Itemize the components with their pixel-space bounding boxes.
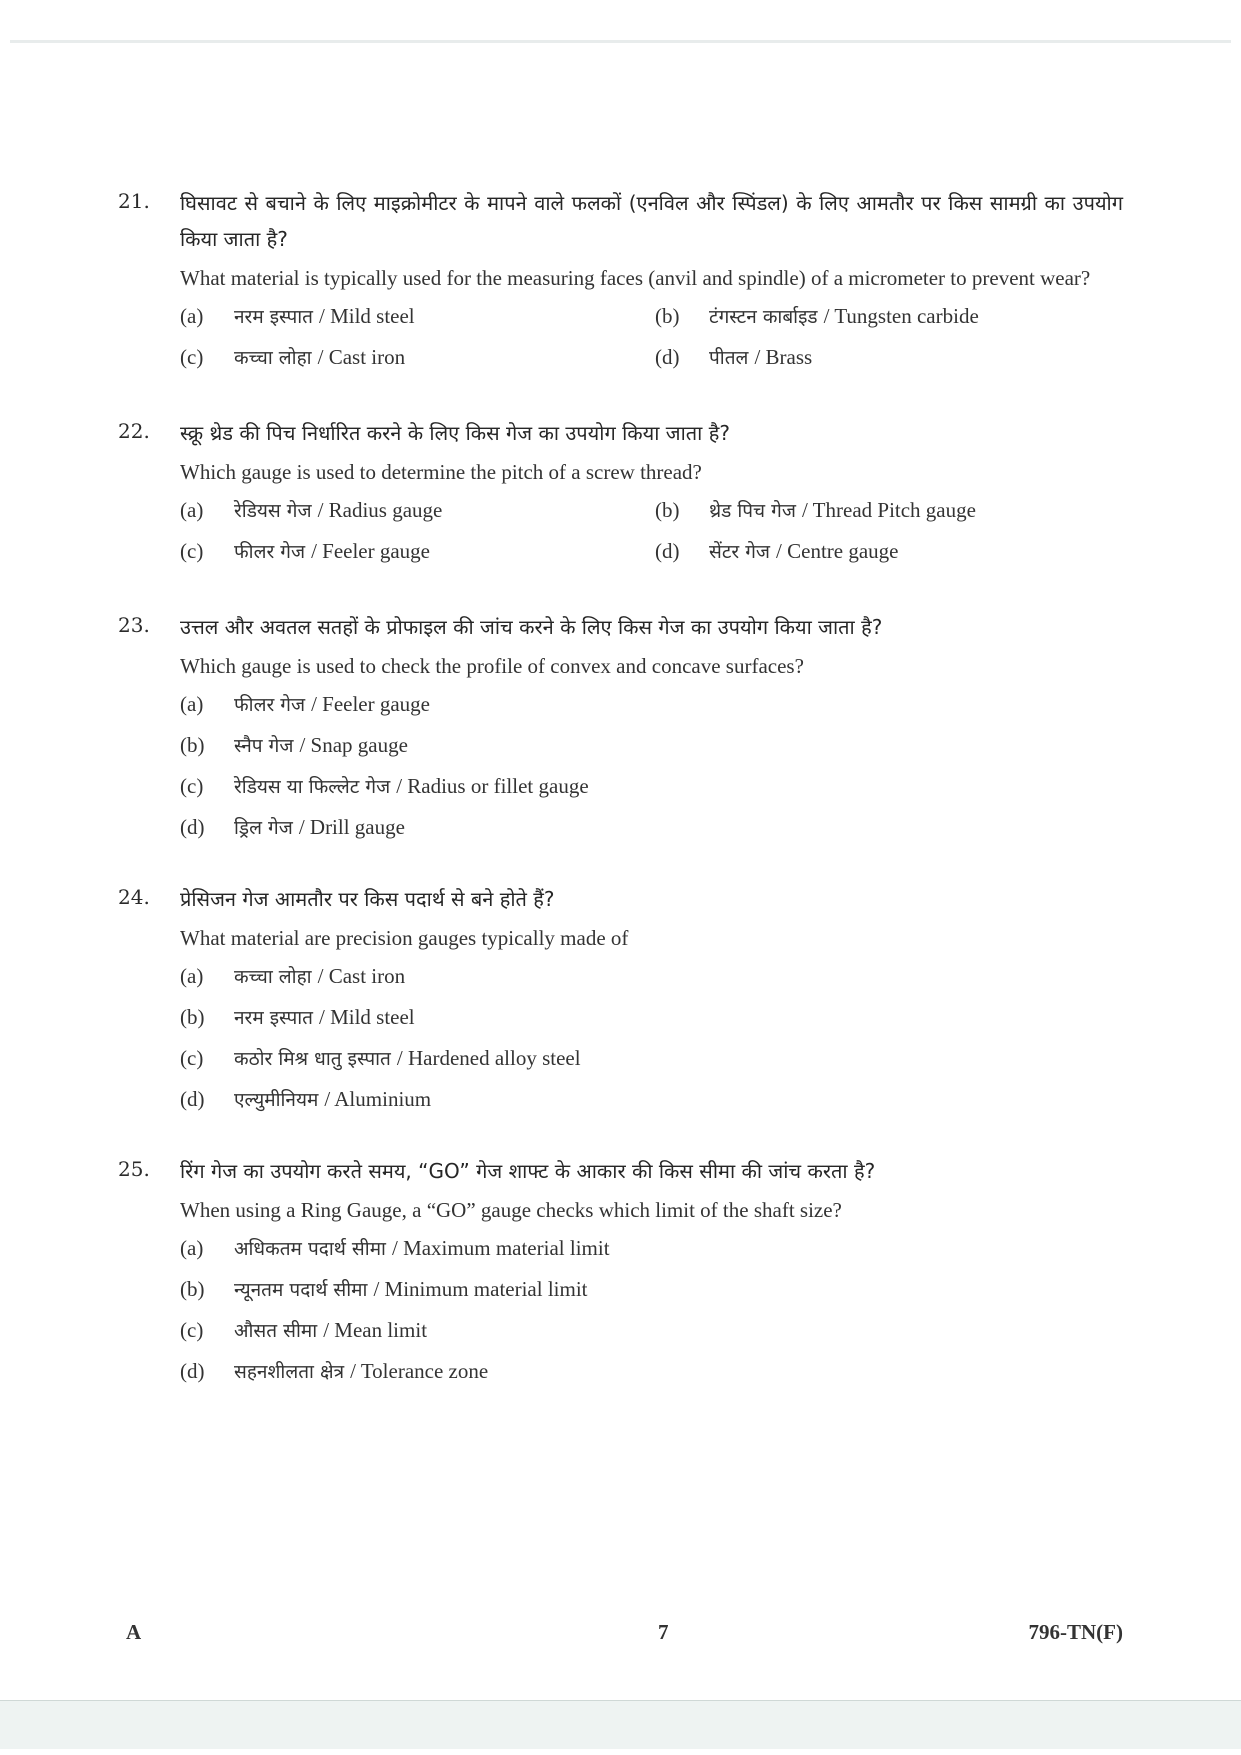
options bbox=[180, 303, 1123, 385]
option-english: / Hardened alloy steel bbox=[396, 1046, 581, 1070]
option-english: / Snap gauge bbox=[299, 733, 408, 757]
option-english: / Maximum material limit bbox=[391, 1236, 610, 1260]
option-english: / Cast iron bbox=[317, 345, 406, 369]
options bbox=[180, 691, 1123, 855]
option-b[interactable] bbox=[180, 1276, 1123, 1317]
option-english: / Mild steel bbox=[318, 304, 415, 328]
question-24 bbox=[118, 881, 1123, 1127]
option-english: / Mean limit bbox=[323, 1318, 428, 1342]
scan-bottom-band bbox=[0, 1700, 1241, 1749]
option-d[interactable] bbox=[655, 538, 1135, 579]
option-english: / Radius gauge bbox=[317, 498, 443, 522]
option-hindi: रेडियस गेज bbox=[234, 500, 312, 522]
option-hindi: एल्युमीनियम bbox=[234, 1089, 319, 1111]
question-text-english: Which gauge is used to check the profile of convex and concave surfaces? bbox=[180, 654, 804, 678]
option-label: (a) bbox=[180, 964, 204, 988]
option-hindi: कठोर मिश्र धातु इस्पात bbox=[234, 1048, 391, 1070]
option-hindi: स्नैप गेज bbox=[234, 735, 294, 757]
question-number: 21. bbox=[118, 189, 150, 213]
option-label: (c) bbox=[180, 1046, 204, 1070]
option-hindi: फीलर गेज bbox=[234, 541, 306, 563]
question-number: 25. bbox=[118, 1157, 150, 1181]
option-hindi: नरम इस्पात bbox=[234, 1007, 313, 1029]
question-number: 24. bbox=[118, 885, 150, 909]
option-label: (d) bbox=[180, 815, 205, 839]
option-d[interactable] bbox=[655, 344, 1135, 385]
option-a[interactable] bbox=[180, 1235, 1123, 1276]
question-text-english: When using a Ring Gauge, a “GO” gauge checks which limit of the shaft size? bbox=[180, 1198, 842, 1222]
option-english: / Tungsten carbide bbox=[823, 304, 979, 328]
option-label: (b) bbox=[180, 1005, 205, 1029]
option-hindi: नरम इस्पात bbox=[234, 306, 313, 328]
paper-code: 796-TN(F) bbox=[1028, 1620, 1123, 1644]
option-label: (d) bbox=[655, 345, 680, 369]
option-label: (c) bbox=[180, 1318, 204, 1342]
option-english: / Tolerance zone bbox=[350, 1359, 489, 1383]
option-hindi: औसत सीमा bbox=[234, 1320, 318, 1342]
option-label: (d) bbox=[180, 1359, 205, 1383]
option-b[interactable] bbox=[180, 732, 1123, 773]
option-label: (c) bbox=[180, 774, 204, 798]
option-label: (b) bbox=[655, 304, 680, 328]
option-label: (b) bbox=[655, 498, 680, 522]
option-hindi: कच्चा लोहा bbox=[234, 966, 312, 988]
option-english: / Feeler gauge bbox=[311, 692, 431, 716]
option-english: / Thread Pitch gauge bbox=[801, 498, 976, 522]
options bbox=[180, 963, 1123, 1127]
option-english: / Centre gauge bbox=[776, 539, 899, 563]
question-text-english: What material is typically used for the measuring faces (anvil and spindle) of a micrometer to prevent wear? bbox=[180, 266, 1091, 290]
question-text-hindi: प्रेसिजन गेज आमतौर पर किस पदार्थ से बने होते हैं? bbox=[180, 887, 555, 911]
option-d[interactable] bbox=[180, 814, 1123, 855]
question-25 bbox=[118, 1153, 1123, 1399]
option-label: (d) bbox=[655, 539, 680, 563]
option-english: / Cast iron bbox=[317, 964, 406, 988]
question-text-english: What material are precision gauges typically made of bbox=[180, 926, 629, 950]
option-hindi: ड्रिल गेज bbox=[234, 817, 293, 839]
option-hindi: थ्रेड पिच गेज bbox=[709, 500, 796, 522]
option-hindi: कच्चा लोहा bbox=[234, 347, 312, 369]
question-22 bbox=[118, 415, 1123, 579]
option-a[interactable] bbox=[180, 303, 655, 344]
option-hindi: टंगस्टन कार्बाइड bbox=[709, 306, 818, 328]
page-number: 7 bbox=[658, 1620, 669, 1644]
question-number: 22. bbox=[118, 419, 150, 443]
option-english: / Minimum material limit bbox=[373, 1277, 588, 1301]
option-label: (a) bbox=[180, 692, 204, 716]
question-text-hindi: घिसावट से बचाने के लिए माइक्रोमीटर के मापने वाले फलकों (एनविल और स्पिंडल) के लिए आमतौर पर किस सामग्री का उपयोग किया जाता है? bbox=[180, 191, 1123, 251]
option-hindi: न्यूनतम पदार्थ सीमा bbox=[234, 1279, 368, 1301]
question-text-hindi: उत्तल और अवतल सतहों के प्रोफाइल की जांच करने के लिए किस गेज का उपयोग किया जाता है? bbox=[180, 615, 883, 639]
option-english: / Brass bbox=[754, 345, 813, 369]
option-label: (b) bbox=[180, 733, 205, 757]
option-hindi: रेडियस या फिल्लेट गेज bbox=[234, 776, 391, 798]
question-text-hindi: रिंग गेज का उपयोग करते समय, “GO” गेज शाफ्ट के आकार की किस सीमा की जांच करता है? bbox=[180, 1159, 876, 1183]
option-hindi: अधिकतम पदार्थ सीमा bbox=[234, 1238, 386, 1260]
question-number: 23. bbox=[118, 613, 150, 637]
scan-top-edge bbox=[10, 40, 1231, 43]
option-label: (d) bbox=[180, 1087, 205, 1111]
option-english: / Mild steel bbox=[318, 1005, 415, 1029]
option-b[interactable] bbox=[655, 303, 1135, 344]
question-text-english: Which gauge is used to determine the pitch of a screw thread? bbox=[180, 460, 702, 484]
option-a[interactable] bbox=[180, 963, 1123, 1004]
option-english: / Feeler gauge bbox=[311, 539, 431, 563]
options bbox=[180, 1235, 1123, 1399]
option-a[interactable] bbox=[180, 691, 1123, 732]
option-label: (a) bbox=[180, 1236, 204, 1260]
option-a[interactable] bbox=[180, 497, 655, 538]
options bbox=[180, 497, 1123, 579]
option-hindi: फीलर गेज bbox=[234, 694, 306, 716]
option-label: (b) bbox=[180, 1277, 205, 1301]
question-text-hindi: स्क्रू थ्रेड की पिच निर्धारित करने के लिए किस गेज का उपयोग किया जाता है? bbox=[180, 421, 730, 445]
option-hindi: सहनशीलता क्षेत्र bbox=[234, 1361, 345, 1383]
option-c[interactable] bbox=[180, 538, 655, 579]
option-english: / Radius or fillet gauge bbox=[396, 774, 589, 798]
option-b[interactable] bbox=[180, 1004, 1123, 1045]
option-english: / Drill gauge bbox=[298, 815, 405, 839]
option-label: (c) bbox=[180, 539, 204, 563]
option-hindi: सेंटर गेज bbox=[709, 541, 771, 563]
option-c[interactable] bbox=[180, 1045, 1123, 1086]
option-label: (a) bbox=[180, 304, 204, 328]
option-d[interactable] bbox=[180, 1358, 1123, 1399]
option-d[interactable] bbox=[180, 1086, 1123, 1127]
option-label: (a) bbox=[180, 498, 204, 522]
option-c[interactable] bbox=[180, 773, 1123, 814]
option-c[interactable] bbox=[180, 344, 655, 385]
option-hindi: पीतल bbox=[709, 347, 749, 369]
question-21 bbox=[118, 185, 1123, 385]
option-c[interactable] bbox=[180, 1317, 1123, 1358]
series-code: A bbox=[126, 1620, 142, 1644]
question-23 bbox=[118, 609, 1123, 855]
option-b[interactable] bbox=[655, 497, 1135, 538]
question-page bbox=[118, 185, 1123, 1425]
option-english: / Aluminium bbox=[324, 1087, 432, 1111]
option-label: (c) bbox=[180, 345, 204, 369]
